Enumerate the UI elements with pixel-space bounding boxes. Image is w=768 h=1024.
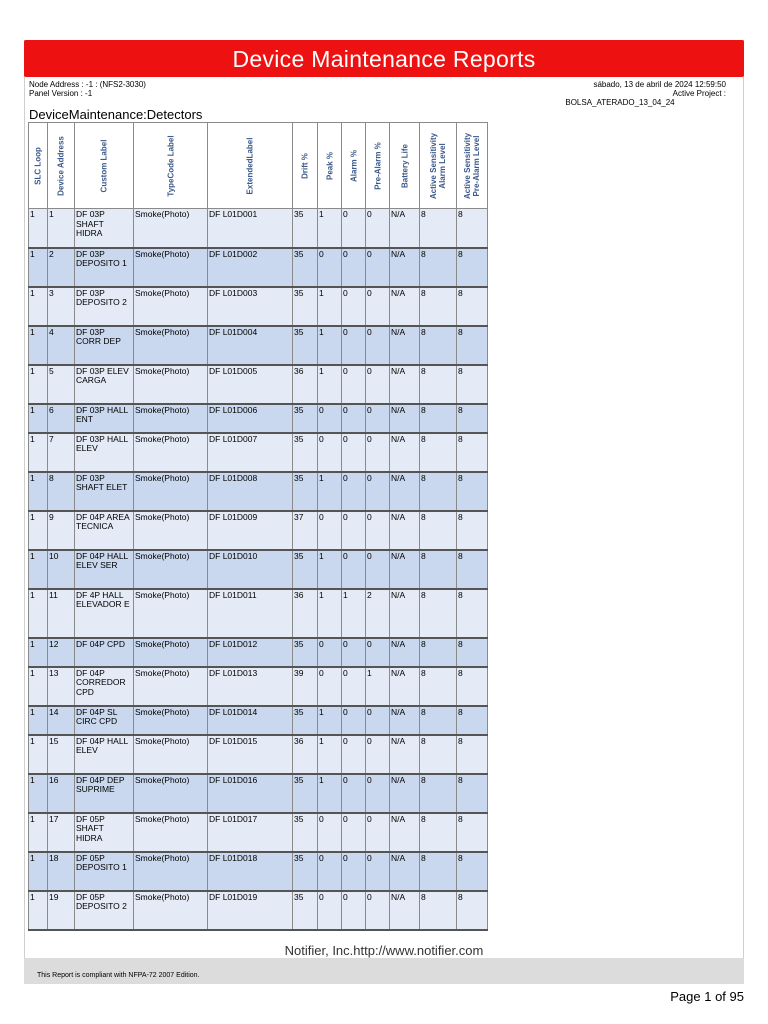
column-header-label: Active Sensitivity Alarm Level bbox=[429, 132, 447, 199]
cell-sens_pre: 8 bbox=[457, 550, 488, 589]
cell-type: Smoke(Photo) bbox=[134, 209, 208, 248]
cell-addr: 3 bbox=[48, 287, 75, 326]
cell-addr: 8 bbox=[48, 472, 75, 511]
cell-alarm: 0 bbox=[342, 667, 366, 706]
table-row bbox=[29, 813, 488, 852]
cell-sens_alarm: 8 bbox=[420, 365, 457, 404]
cell-alarm: 0 bbox=[342, 511, 366, 550]
cell-slc: 1 bbox=[29, 852, 48, 891]
cell-peak: 0 bbox=[318, 891, 342, 930]
cell-ext: DF L01D007 bbox=[208, 433, 293, 472]
cell-addr: 5 bbox=[48, 365, 75, 404]
cell-label: DF 04P HALL ELEV SER bbox=[75, 550, 134, 589]
cell-type: Smoke(Photo) bbox=[134, 326, 208, 365]
node-address: Node Address : -1 : (NFS2-3030) bbox=[29, 80, 146, 89]
column-header-sens_pre bbox=[457, 123, 488, 209]
cell-prealarm: 0 bbox=[366, 774, 390, 813]
table-row bbox=[29, 891, 488, 930]
cell-drift: 35 bbox=[293, 550, 318, 589]
cell-sens_alarm: 8 bbox=[420, 813, 457, 852]
cell-drift: 35 bbox=[293, 774, 318, 813]
cell-peak: 0 bbox=[318, 248, 342, 287]
cell-type: Smoke(Photo) bbox=[134, 287, 208, 326]
cell-ext: DF L01D011 bbox=[208, 589, 293, 638]
cell-peak: 1 bbox=[318, 735, 342, 774]
cell-prealarm: 0 bbox=[366, 511, 390, 550]
cell-ext: DF L01D015 bbox=[208, 735, 293, 774]
cell-battery: N/A bbox=[390, 774, 420, 813]
report-date: sábado, 13 de abril de 2024 12:59:50 bbox=[593, 80, 726, 89]
table-row bbox=[29, 472, 488, 511]
cell-battery: N/A bbox=[390, 589, 420, 638]
column-header-sens_alarm bbox=[420, 123, 457, 209]
table-row bbox=[29, 667, 488, 706]
cell-sens_pre: 8 bbox=[457, 891, 488, 930]
cell-sens_pre: 8 bbox=[457, 287, 488, 326]
cell-label: DF 04P DEP SUPRIME bbox=[75, 774, 134, 813]
table-header-row bbox=[29, 123, 488, 209]
cell-type: Smoke(Photo) bbox=[134, 774, 208, 813]
cell-drift: 35 bbox=[293, 404, 318, 433]
cell-sens_alarm: 8 bbox=[420, 638, 457, 667]
column-header-label: SLC Loop bbox=[33, 146, 43, 185]
cell-drift: 35 bbox=[293, 326, 318, 365]
cell-sens_alarm: 8 bbox=[420, 209, 457, 248]
cell-slc: 1 bbox=[29, 209, 48, 248]
table-row bbox=[29, 735, 488, 774]
column-header-label: Peak % bbox=[325, 151, 334, 180]
cell-peak: 1 bbox=[318, 774, 342, 813]
cell-sens_alarm: 8 bbox=[420, 735, 457, 774]
cell-addr: 16 bbox=[48, 774, 75, 813]
cell-drift: 35 bbox=[293, 891, 318, 930]
cell-slc: 1 bbox=[29, 706, 48, 735]
cell-sens_alarm: 8 bbox=[420, 667, 457, 706]
column-header-slc bbox=[29, 123, 48, 209]
cell-sens_pre: 8 bbox=[457, 852, 488, 891]
cell-sens_pre: 8 bbox=[457, 706, 488, 735]
cell-ext: DF L01D017 bbox=[208, 813, 293, 852]
cell-prealarm: 0 bbox=[366, 638, 390, 667]
cell-peak: 1 bbox=[318, 589, 342, 638]
cell-addr: 15 bbox=[48, 735, 75, 774]
cell-slc: 1 bbox=[29, 891, 48, 930]
cell-peak: 0 bbox=[318, 433, 342, 472]
section-title: DeviceMaintenance:Detectors bbox=[29, 107, 203, 122]
cell-ext: DF L01D014 bbox=[208, 706, 293, 735]
cell-alarm: 0 bbox=[342, 472, 366, 511]
cell-peak: 1 bbox=[318, 365, 342, 404]
header-info-left bbox=[29, 80, 146, 98]
cell-sens_alarm: 8 bbox=[420, 287, 457, 326]
cell-sens_alarm: 8 bbox=[420, 589, 457, 638]
cell-prealarm: 0 bbox=[366, 365, 390, 404]
cell-addr: 13 bbox=[48, 667, 75, 706]
cell-battery: N/A bbox=[390, 550, 420, 589]
cell-prealarm: 0 bbox=[366, 891, 390, 930]
table-row bbox=[29, 287, 488, 326]
cell-alarm: 0 bbox=[342, 735, 366, 774]
column-header-label: Device Address bbox=[56, 135, 66, 196]
cell-peak: 1 bbox=[318, 706, 342, 735]
active-project-name: BOLSA_ATERADO_13_04_24 bbox=[565, 98, 675, 107]
column-header-addr bbox=[48, 123, 75, 209]
cell-sens_alarm: 8 bbox=[420, 326, 457, 365]
cell-peak: 0 bbox=[318, 852, 342, 891]
table-row bbox=[29, 404, 488, 433]
cell-battery: N/A bbox=[390, 667, 420, 706]
cell-drift: 35 bbox=[293, 852, 318, 891]
cell-alarm: 0 bbox=[342, 706, 366, 735]
column-header-label: TypeCode Label bbox=[166, 134, 175, 197]
cell-battery: N/A bbox=[390, 248, 420, 287]
cell-ext: DF L01D005 bbox=[208, 365, 293, 404]
cell-prealarm: 1 bbox=[366, 667, 390, 706]
cell-label: DF 03P DEPOSITO 1 bbox=[75, 248, 134, 287]
table-row bbox=[29, 209, 488, 248]
cell-label: DF 04P AREA TECNICA bbox=[75, 511, 134, 550]
cell-label: DF 03P ELEV CARGA bbox=[75, 365, 134, 404]
column-header-alarm bbox=[342, 123, 366, 209]
cell-slc: 1 bbox=[29, 326, 48, 365]
cell-label: DF 03P CORR DEP bbox=[75, 326, 134, 365]
cell-peak: 1 bbox=[318, 287, 342, 326]
cell-sens_pre: 8 bbox=[457, 735, 488, 774]
cell-drift: 35 bbox=[293, 706, 318, 735]
cell-peak: 1 bbox=[318, 550, 342, 589]
cell-alarm: 0 bbox=[342, 326, 366, 365]
cell-label: DF 03P HALL ENT bbox=[75, 404, 134, 433]
cell-type: Smoke(Photo) bbox=[134, 550, 208, 589]
table-row bbox=[29, 638, 488, 667]
cell-drift: 35 bbox=[293, 287, 318, 326]
column-header-label: ExtendedLabel bbox=[245, 137, 255, 194]
cell-label: DF 04P CPD bbox=[75, 638, 134, 667]
column-header-label bbox=[75, 123, 134, 209]
cell-peak: 0 bbox=[318, 813, 342, 852]
panel-version: Panel Version : -1 bbox=[29, 89, 93, 98]
cell-label: DF 05P SHAFT HIDRA bbox=[75, 813, 134, 852]
cell-addr: 19 bbox=[48, 891, 75, 930]
cell-sens_pre: 8 bbox=[457, 365, 488, 404]
cell-battery: N/A bbox=[390, 287, 420, 326]
cell-sens_alarm: 8 bbox=[420, 404, 457, 433]
cell-sens_alarm: 8 bbox=[420, 550, 457, 589]
cell-alarm: 0 bbox=[342, 550, 366, 589]
cell-peak: 0 bbox=[318, 667, 342, 706]
cell-label: DF 04P HALL ELEV bbox=[75, 735, 134, 774]
table-row bbox=[29, 248, 488, 287]
cell-addr: 11 bbox=[48, 589, 75, 638]
cell-sens_pre: 8 bbox=[457, 813, 488, 852]
cell-label: DF 05P DEPOSITO 2 bbox=[75, 891, 134, 930]
cell-addr: 6 bbox=[48, 404, 75, 433]
cell-type: Smoke(Photo) bbox=[134, 735, 208, 774]
column-header-ext bbox=[208, 123, 293, 209]
active-project-label: Active Project : bbox=[672, 89, 726, 98]
cell-sens_alarm: 8 bbox=[420, 774, 457, 813]
cell-label: DF 04P CORREDOR CPD bbox=[75, 667, 134, 706]
column-header-label: Pre-Alarm % bbox=[373, 141, 382, 190]
cell-slc: 1 bbox=[29, 550, 48, 589]
cell-label: DF 03P DEPOSITO 2 bbox=[75, 287, 134, 326]
cell-ext: DF L01D003 bbox=[208, 287, 293, 326]
cell-battery: N/A bbox=[390, 365, 420, 404]
cell-drift: 35 bbox=[293, 433, 318, 472]
cell-type: Smoke(Photo) bbox=[134, 852, 208, 891]
cell-addr: 14 bbox=[48, 706, 75, 735]
cell-alarm: 0 bbox=[342, 638, 366, 667]
cell-alarm: 0 bbox=[342, 248, 366, 287]
cell-drift: 36 bbox=[293, 735, 318, 774]
cell-ext: DF L01D019 bbox=[208, 891, 293, 930]
compliance-note: This Report is compliant with NFPA-72 2007 Edition. bbox=[37, 972, 200, 979]
cell-drift: 35 bbox=[293, 813, 318, 852]
cell-sens_pre: 8 bbox=[457, 209, 488, 248]
cell-ext: DF L01D002 bbox=[208, 248, 293, 287]
cell-sens_pre: 8 bbox=[457, 667, 488, 706]
cell-ext: DF L01D018 bbox=[208, 852, 293, 891]
cell-slc: 1 bbox=[29, 511, 48, 550]
cell-sens_alarm: 8 bbox=[420, 891, 457, 930]
cell-slc: 1 bbox=[29, 774, 48, 813]
cell-prealarm: 0 bbox=[366, 209, 390, 248]
cell-slc: 1 bbox=[29, 638, 48, 667]
cell-battery: N/A bbox=[390, 706, 420, 735]
cell-alarm: 0 bbox=[342, 287, 366, 326]
table-row bbox=[29, 326, 488, 365]
cell-battery: N/A bbox=[390, 209, 420, 248]
cell-alarm: 0 bbox=[342, 433, 366, 472]
table-row bbox=[29, 365, 488, 404]
cell-addr: 17 bbox=[48, 813, 75, 852]
cell-sens_pre: 8 bbox=[457, 404, 488, 433]
cell-type: Smoke(Photo) bbox=[134, 472, 208, 511]
column-header-peak bbox=[318, 123, 342, 209]
cell-prealarm: 0 bbox=[366, 472, 390, 511]
cell-drift: 35 bbox=[293, 209, 318, 248]
cell-label: DF 05P DEPOSITO 1 bbox=[75, 852, 134, 891]
cell-drift: 35 bbox=[293, 248, 318, 287]
cell-ext: DF L01D008 bbox=[208, 472, 293, 511]
cell-type: Smoke(Photo) bbox=[134, 248, 208, 287]
cell-addr: 9 bbox=[48, 511, 75, 550]
cell-sens_alarm: 8 bbox=[420, 433, 457, 472]
table-row bbox=[29, 550, 488, 589]
cell-drift: 35 bbox=[293, 638, 318, 667]
cell-slc: 1 bbox=[29, 248, 48, 287]
cell-type: Smoke(Photo) bbox=[134, 433, 208, 472]
table-body bbox=[29, 209, 488, 930]
cell-sens_alarm: 8 bbox=[420, 248, 457, 287]
cell-label: DF 03P SHAFT HIDRA bbox=[75, 209, 134, 248]
cell-peak: 1 bbox=[318, 209, 342, 248]
cell-peak: 0 bbox=[318, 404, 342, 433]
column-header-label: Active Sensitivity Pre-Alarm Level bbox=[463, 132, 481, 199]
cell-prealarm: 0 bbox=[366, 248, 390, 287]
cell-sens_pre: 8 bbox=[457, 638, 488, 667]
detectors-table bbox=[28, 122, 488, 931]
column-header-type bbox=[134, 123, 208, 209]
table-row bbox=[29, 589, 488, 638]
cell-alarm: 0 bbox=[342, 891, 366, 930]
cell-sens_alarm: 8 bbox=[420, 472, 457, 511]
cell-type: Smoke(Photo) bbox=[134, 404, 208, 433]
cell-addr: 10 bbox=[48, 550, 75, 589]
cell-slc: 1 bbox=[29, 589, 48, 638]
cell-ext: DF L01D010 bbox=[208, 550, 293, 589]
table-row bbox=[29, 774, 488, 813]
cell-battery: N/A bbox=[390, 852, 420, 891]
cell-sens_pre: 8 bbox=[457, 774, 488, 813]
cell-ext: DF L01D009 bbox=[208, 511, 293, 550]
cell-prealarm: 0 bbox=[366, 813, 390, 852]
cell-peak: 0 bbox=[318, 638, 342, 667]
cell-label: DF 03P HALL ELEV bbox=[75, 433, 134, 472]
cell-battery: N/A bbox=[390, 433, 420, 472]
cell-sens_alarm: 8 bbox=[420, 511, 457, 550]
cell-slc: 1 bbox=[29, 813, 48, 852]
page-number: Page 1 of 95 bbox=[670, 989, 744, 1004]
footer-brand: Notifier, Inc.http://www.notifier.com bbox=[284, 943, 484, 958]
cell-prealarm: 2 bbox=[366, 589, 390, 638]
cell-label: DF 03P SHAFT ELET bbox=[75, 472, 134, 511]
cell-sens_alarm: 8 bbox=[420, 852, 457, 891]
cell-alarm: 0 bbox=[342, 852, 366, 891]
cell-addr: 2 bbox=[48, 248, 75, 287]
cell-drift: 36 bbox=[293, 365, 318, 404]
column-header-label: Alarm % bbox=[349, 149, 358, 182]
column-header-prealarm bbox=[366, 123, 390, 209]
cell-slc: 1 bbox=[29, 365, 48, 404]
cell-slc: 1 bbox=[29, 287, 48, 326]
cell-sens_pre: 8 bbox=[457, 472, 488, 511]
cell-ext: DF L01D013 bbox=[208, 667, 293, 706]
cell-slc: 1 bbox=[29, 472, 48, 511]
cell-ext: DF L01D004 bbox=[208, 326, 293, 365]
cell-peak: 1 bbox=[318, 472, 342, 511]
cell-prealarm: 0 bbox=[366, 326, 390, 365]
cell-ext: DF L01D006 bbox=[208, 404, 293, 433]
cell-battery: N/A bbox=[390, 511, 420, 550]
cell-alarm: 1 bbox=[342, 589, 366, 638]
column-header-battery bbox=[390, 123, 420, 209]
cell-ext: DF L01D012 bbox=[208, 638, 293, 667]
cell-addr: 7 bbox=[48, 433, 75, 472]
cell-ext: DF L01D001 bbox=[208, 209, 293, 248]
cell-battery: N/A bbox=[390, 638, 420, 667]
column-header-label: Drift % bbox=[300, 152, 310, 179]
column-header-label: Battery Life bbox=[400, 143, 409, 188]
column-header-label: Custom Label bbox=[99, 139, 109, 192]
cell-addr: 12 bbox=[48, 638, 75, 667]
cell-addr: 4 bbox=[48, 326, 75, 365]
cell-label: DF 04P SL CIRC CPD bbox=[75, 706, 134, 735]
cell-sens_pre: 8 bbox=[457, 248, 488, 287]
cell-type: Smoke(Photo) bbox=[134, 511, 208, 550]
cell-type: Smoke(Photo) bbox=[134, 813, 208, 852]
table-row bbox=[29, 433, 488, 472]
cell-prealarm: 0 bbox=[366, 735, 390, 774]
cell-alarm: 0 bbox=[342, 774, 366, 813]
cell-slc: 1 bbox=[29, 735, 48, 774]
cell-addr: 18 bbox=[48, 852, 75, 891]
cell-sens_pre: 8 bbox=[457, 433, 488, 472]
cell-ext: DF L01D016 bbox=[208, 774, 293, 813]
cell-prealarm: 0 bbox=[366, 404, 390, 433]
cell-battery: N/A bbox=[390, 472, 420, 511]
cell-battery: N/A bbox=[390, 813, 420, 852]
cell-alarm: 0 bbox=[342, 404, 366, 433]
cell-sens_pre: 8 bbox=[457, 511, 488, 550]
report-title: Device Maintenance Reports bbox=[24, 40, 744, 77]
cell-type: Smoke(Photo) bbox=[134, 589, 208, 638]
table-row bbox=[29, 511, 488, 550]
cell-peak: 0 bbox=[318, 511, 342, 550]
cell-prealarm: 0 bbox=[366, 852, 390, 891]
cell-type: Smoke(Photo) bbox=[134, 638, 208, 667]
cell-sens_pre: 8 bbox=[457, 326, 488, 365]
cell-peak: 1 bbox=[318, 326, 342, 365]
cell-prealarm: 0 bbox=[366, 287, 390, 326]
footer-bar bbox=[24, 958, 744, 984]
cell-alarm: 0 bbox=[342, 365, 366, 404]
cell-battery: N/A bbox=[390, 326, 420, 365]
cell-prealarm: 0 bbox=[366, 550, 390, 589]
cell-drift: 36 bbox=[293, 589, 318, 638]
cell-prealarm: 0 bbox=[366, 433, 390, 472]
cell-label: DF 4P HALL ELEVADOR E bbox=[75, 589, 134, 638]
cell-alarm: 0 bbox=[342, 209, 366, 248]
cell-battery: N/A bbox=[390, 891, 420, 930]
cell-battery: N/A bbox=[390, 404, 420, 433]
cell-prealarm: 0 bbox=[366, 706, 390, 735]
cell-type: Smoke(Photo) bbox=[134, 891, 208, 930]
cell-addr: 1 bbox=[48, 209, 75, 248]
cell-slc: 1 bbox=[29, 404, 48, 433]
cell-type: Smoke(Photo) bbox=[134, 667, 208, 706]
cell-type: Smoke(Photo) bbox=[134, 365, 208, 404]
cell-slc: 1 bbox=[29, 433, 48, 472]
table-row bbox=[29, 706, 488, 735]
cell-drift: 35 bbox=[293, 472, 318, 511]
table-row bbox=[29, 852, 488, 891]
column-header-drift bbox=[293, 123, 318, 209]
cell-drift: 39 bbox=[293, 667, 318, 706]
cell-battery: N/A bbox=[390, 735, 420, 774]
cell-type: Smoke(Photo) bbox=[134, 706, 208, 735]
cell-drift: 37 bbox=[293, 511, 318, 550]
cell-sens_alarm: 8 bbox=[420, 706, 457, 735]
cell-alarm: 0 bbox=[342, 813, 366, 852]
cell-slc: 1 bbox=[29, 667, 48, 706]
cell-sens_pre: 8 bbox=[457, 589, 488, 638]
